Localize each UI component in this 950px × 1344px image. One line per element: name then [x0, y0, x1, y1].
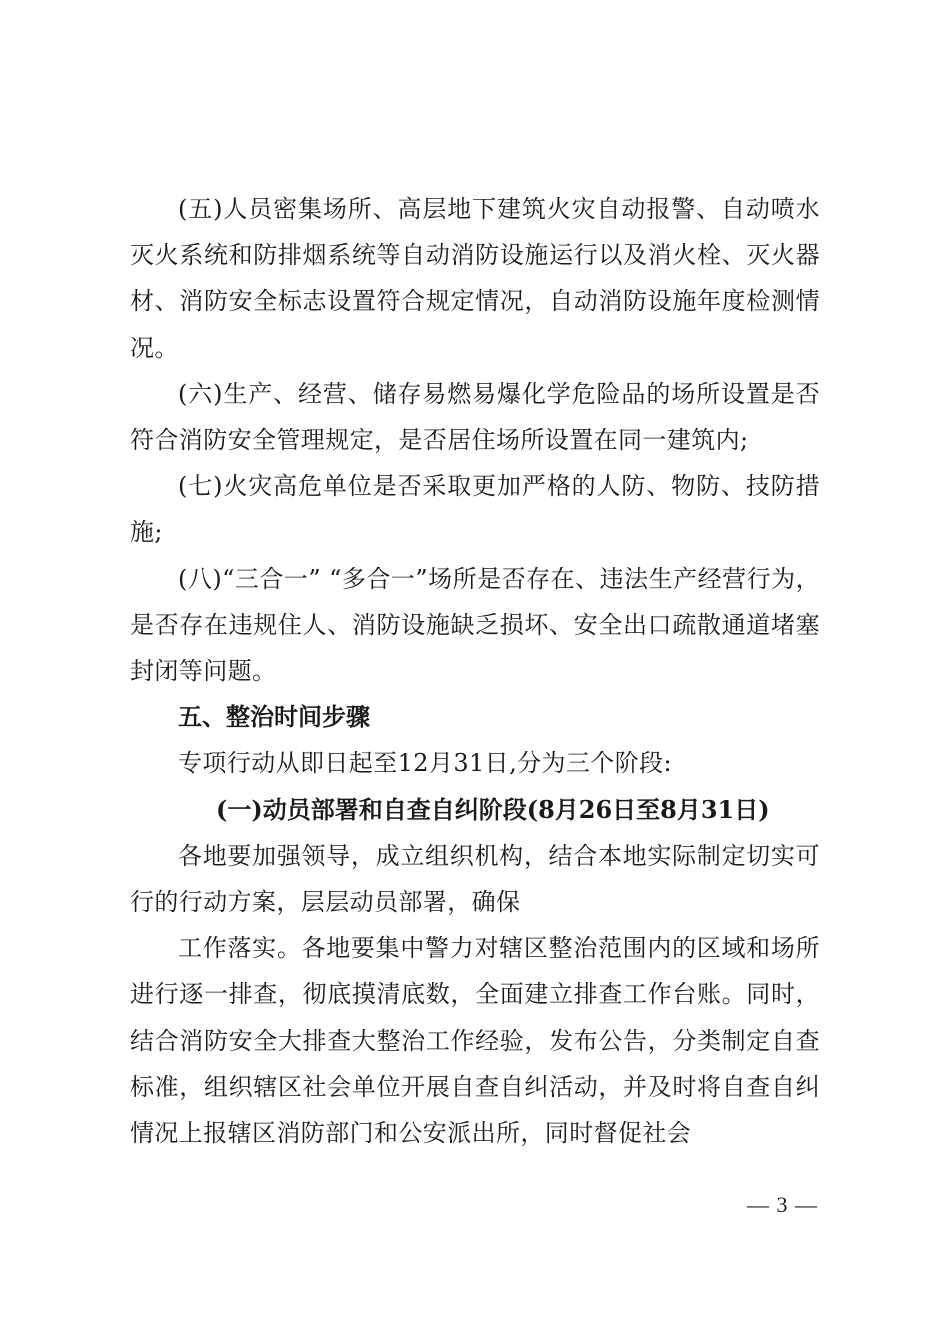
section-heading: 五、整治时间步骤 [178, 703, 370, 732]
paragraph-item-7: (七)火灾高危单位是否采取更加严格的人防、物防、技防措施; [130, 472, 820, 547]
document-body [130, 186, 820, 1156]
stage-paragraph-a: 各地要加强领导，成立组织机构，结合本地实际制定切实可行的行动方案，层层动员部署，确保 [130, 841, 820, 917]
page-number: — 3 — [747, 1192, 818, 1217]
stage-heading: (一)动员部署和自查自纠阶段(8月26日至8月31日) [216, 794, 770, 824]
paragraph-item-8: (八)“三合一” “多合一”场所是否存在、违法生产经营行为，是否存在违规住人、消防设施缺乏损坏、安全出口疏散通道堵塞封闭等问题。 [130, 564, 820, 686]
paragraph-item-5: (五)人员密集场所、高层地下建筑火灾自动报警、自动喷水灭火系统和防排烟系统等自动消防设施运行以及消火栓、灭火器材、消防安全标志设置符合规定情况，自动消防设施年度检测情况。 [130, 195, 820, 362]
paragraph-item-6: (六)生产、经营、储存易燃易爆化学危险品的场所设置是否符合消防安全管理规定，是否居住场所设置在同一建筑内; [130, 379, 820, 455]
stage-paragraph-b: 工作落实。各地要集中警力对辖区整治范围内的区域和场所进行逐一排查，彻底摸清底数，全面建立排查工作台账。同时，结合消防安全大排查大整治工作经验，发布公告，分类制定自查标准，组织辖区社会单位开展自查自纠活动，并及时将自查自纠情况上报辖区消防部门和公安派出所，同时督促社会 [130, 934, 820, 1148]
schedule-intro: 专项行动从即日起至12月31日,分为三个阶段: [178, 749, 672, 778]
